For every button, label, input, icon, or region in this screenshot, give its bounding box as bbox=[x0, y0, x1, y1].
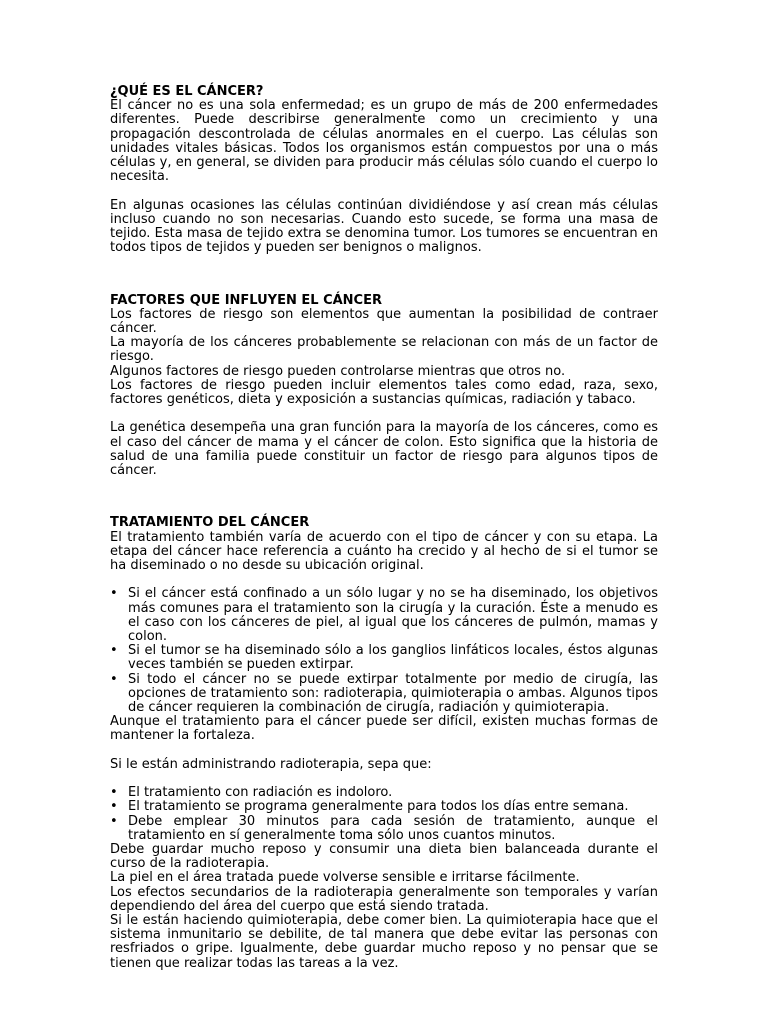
list-item-text: Si el cáncer está confinado a un sólo lugar y no se ha diseminado, los objetivos más comunes para el tratamiento son la cirugía y la curación. Éste a menudo es el caso con los cánceres de piel, al igual que los cánceres de pulmón, mamas y colon. bbox=[128, 586, 658, 645]
bullet-icon: • bbox=[110, 586, 118, 602]
spacer bbox=[110, 184, 658, 198]
spacer bbox=[110, 744, 658, 758]
list-item-text: El tratamiento se programa generalmente para todos los días entre semana. bbox=[128, 799, 629, 815]
list-item bbox=[110, 644, 658, 672]
list-item-text: El tratamiento con radiación es indoloro. bbox=[128, 785, 393, 801]
list-item-text: Si el tumor se ha diseminado sólo a los ganglios linfáticos locales, éstos algunas veces también se pueden extirpar. bbox=[128, 643, 658, 673]
bullet-list-stages bbox=[110, 587, 658, 715]
spacer bbox=[110, 255, 658, 279]
list-item bbox=[110, 815, 658, 843]
list-item bbox=[110, 587, 658, 644]
section-heading-tratamiento: TRATAMIENTO DEL CÁNCER bbox=[110, 515, 310, 531]
document-body bbox=[110, 85, 658, 971]
list-item bbox=[110, 673, 658, 716]
bullet-icon: • bbox=[110, 785, 118, 801]
paragraph: La mayoría de los cánceres probablemente se relacionan con más de un factor de riesgo. bbox=[110, 335, 658, 365]
spacer bbox=[110, 407, 658, 421]
bullet-icon: • bbox=[110, 643, 118, 659]
spacer bbox=[110, 772, 658, 786]
paragraph: Los factores de riesgo pueden incluir elementos tales como edad, raza, sexo, factores genéticos, dieta y exposición a sustancias químicas, radiación y tabaco. bbox=[110, 377, 658, 408]
paragraph: La piel en el área tratada puede volverse sensible e irritarse fácilmente. bbox=[110, 870, 580, 886]
paragraph: Algunos factores de riesgo pueden controlarse mientras que otros no. bbox=[110, 363, 566, 379]
paragraph: Si le están administrando radioterapia, sepa que: bbox=[110, 756, 432, 772]
paragraph: Aunque el tratamiento para el cáncer puede ser difícil, existen muchas formas de mantener la fortaleza. bbox=[110, 714, 658, 744]
paragraph: Los efectos secundarios de la radioterapia generalmente son temporales y varían dependiendo del área del cuerpo que está siendo tratada. bbox=[110, 884, 658, 914]
paragraph: Si le están haciendo quimioterapia, debe comer bien. La quimioterapia hace que el sistema inmunitario se debilite, de tal manera que debe evitar las personas con resfriados o gripe. Igualmente, debe guardar mucho reposo y no pensar que se tienen que realizar todas las tareas a la vez. bbox=[110, 913, 658, 971]
paragraph: El cáncer no es una sola enfermedad; es un grupo de más de 200 enfermedades diferentes. Puede describirse generalmente como un crecimiento y una propagación descontrolada de células anormales en el cuerpo. Las células son unidades vitales básicas. Todos los organismos están compuestos por una o más células y, en general, se dividen para producir más células sólo cuando el cuerpo lo necesita. bbox=[110, 98, 658, 185]
spacer bbox=[110, 573, 658, 587]
bullet-icon: • bbox=[110, 671, 118, 687]
section-heading-que-es: ¿QUÉ ES EL CÁNCER? bbox=[110, 84, 264, 99]
paragraph: En algunas ocasiones las células continúan dividiéndose y así crean más células incluso cuando no son necesarias. Cuando esto sucede, se forma una masa de tejido. Esta masa de tejido extra se denomina tumor. Los tumores se encuentran en todos tipos de tejidos y pueden ser benignos o malignos. bbox=[110, 197, 658, 256]
bullet-list-radioterapia bbox=[110, 786, 658, 843]
list-item-text: Debe emplear 30 minutos para cada sesión de tratamiento, aunque el tratamiento en sí generalmente toma sólo unos cuantos minutos. bbox=[128, 813, 658, 843]
bullet-icon: • bbox=[110, 813, 118, 829]
paragraph: Debe guardar mucho reposo y consumir una dieta bien balanceada durante el curso de la radioterapia. bbox=[110, 842, 658, 872]
list-item bbox=[110, 800, 658, 814]
section-heading-factores: FACTORES QUE INFLUYEN EL CÁNCER bbox=[110, 292, 382, 308]
spacer bbox=[110, 279, 658, 293]
list-item-text: Si todo el cáncer no se puede extirpar totalmente por medio de cirugía, las opciones de tratamiento son: radioterapia, quimioterapia o ambas. Algunos tipos de cáncer requieren la combinación de cirugía, radiación y quimioterapia. bbox=[128, 671, 658, 716]
list-item bbox=[110, 786, 658, 800]
spacer bbox=[110, 478, 658, 502]
bullet-icon: • bbox=[110, 799, 118, 815]
paragraph: El tratamiento también varía de acuerdo con el tipo de cáncer y con su etapa. La etapa del cáncer hace referencia a cuánto ha crecido y al hecho de si el tumor se ha diseminado o no desde su ubicación original. bbox=[110, 529, 658, 574]
paragraph: La genética desempeña una gran función para la mayoría de los cánceres, como es el caso del cáncer de mama y el cáncer de colon. Esto significa que la historia de salud de una familia puede constituir un factor de riesgo para algunos tipos de cáncer. bbox=[110, 420, 658, 479]
paragraph: Los factores de riesgo son elementos que aumentan la posibilidad de contraer cáncer. bbox=[110, 306, 658, 337]
